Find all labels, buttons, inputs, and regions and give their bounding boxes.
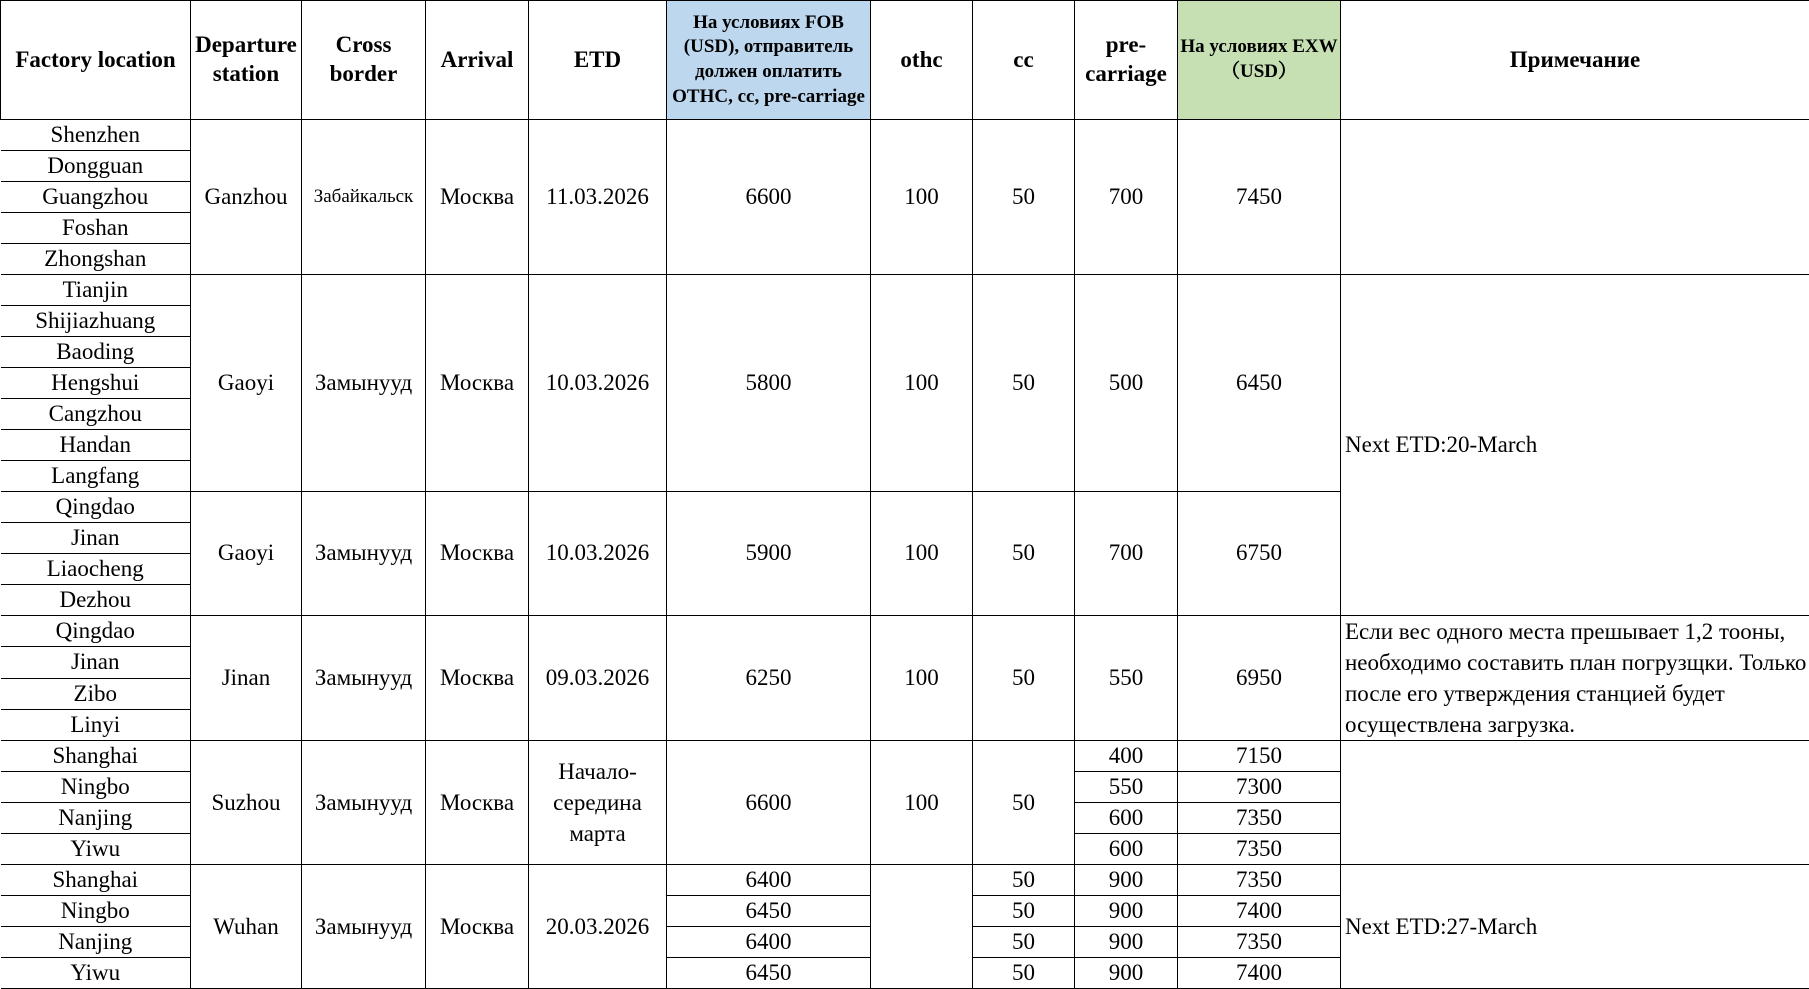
header-othc: othc (871, 1, 973, 120)
pre-carriage: 600 (1075, 803, 1178, 834)
note-next-etd: Next ETD:27-March (1341, 865, 1809, 989)
pre-carriage: 400 (1075, 741, 1178, 772)
header-fob: На условиях FOB (USD), отправитель должен оплатить OTHC, cc, pre-carriage (667, 1, 871, 120)
pre-carriage: 900 (1075, 896, 1178, 927)
factory-city: Shanghai (1, 865, 191, 896)
factory-city: Nanjing (1, 803, 191, 834)
table-row (1, 865, 1809, 896)
exw-price: 7150 (1178, 741, 1341, 772)
note-empty (1341, 741, 1809, 865)
factory-city: Ningbo (1, 896, 191, 927)
header-factory-location: Factory location (1, 1, 191, 120)
cc: 50 (973, 616, 1075, 741)
exw-price: 7350 (1178, 803, 1341, 834)
exw-price: 7350 (1178, 834, 1341, 865)
factory-city: Foshan (1, 213, 191, 244)
header-note: Примечание (1341, 1, 1809, 120)
factory-city: Jinan (1, 523, 191, 554)
note-empty (1341, 120, 1809, 275)
factory-city: Yiwu (1, 834, 191, 865)
factory-city: Hengshui (1, 368, 191, 399)
cross-border: Забайкальск (302, 120, 426, 275)
othc: 100 (871, 120, 973, 275)
pre-carriage: 900 (1075, 927, 1178, 958)
etd: Начало-середина марта (529, 741, 667, 865)
pre-carriage: 600 (1075, 834, 1178, 865)
cc: 50 (973, 120, 1075, 275)
othc: 100 (871, 616, 973, 741)
factory-city: Qingdao (1, 492, 191, 523)
header-departure-station: Departure station (191, 1, 302, 120)
factory-city: Dongguan (1, 151, 191, 182)
arrival: Москва (426, 275, 529, 492)
etd: 10.03.2026 (529, 492, 667, 616)
header-exw: На условиях EXW（USD） (1178, 1, 1341, 120)
note-next-etd: Next ETD:20-March (1341, 275, 1809, 616)
exw-price: 6450 (1178, 275, 1341, 492)
note-weight: Если вес одного места прешывает 1,2 тооны, необходимо составить план погрузщки. Только после его утверждения станцией будет осуществлена загрузка. (1341, 616, 1809, 741)
factory-city: Nanjing (1, 927, 191, 958)
cc: 50 (973, 958, 1075, 989)
departure-station: Ganzhou (191, 120, 302, 275)
pre-carriage: 550 (1075, 616, 1178, 741)
arrival: Москва (426, 865, 529, 989)
factory-city: Langfang (1, 461, 191, 492)
factory-city: Cangzhou (1, 399, 191, 430)
othc: 100 (871, 741, 973, 865)
fob-price: 5900 (667, 492, 871, 616)
othc: 100 (871, 275, 973, 492)
etd: 09.03.2026 (529, 616, 667, 741)
factory-city: Linyi (1, 709, 191, 740)
factory-city: Dezhou (1, 585, 191, 616)
arrival: Москва (426, 492, 529, 616)
cross-border: Замынууд (302, 616, 426, 741)
table-row (1, 275, 1809, 306)
exw-price: 7450 (1178, 120, 1341, 275)
etd: 10.03.2026 (529, 275, 667, 492)
departure-station: Gaoyi (191, 492, 302, 616)
cc: 50 (973, 896, 1075, 927)
table-row (1, 120, 1809, 151)
etd: 11.03.2026 (529, 120, 667, 275)
factory-city: Shijiazhuang (1, 306, 191, 337)
header-cc: cc (973, 1, 1075, 120)
cc: 50 (973, 492, 1075, 616)
pre-carriage: 500 (1075, 275, 1178, 492)
factory-city: Jinan (1, 647, 191, 678)
fob-price: 6600 (667, 120, 871, 275)
othc-empty (871, 865, 973, 989)
departure-station: Gaoyi (191, 275, 302, 492)
header-etd: ETD (529, 1, 667, 120)
factory-city: Shenzhen (1, 120, 191, 151)
pre-carriage: 550 (1075, 772, 1178, 803)
cross-border: Замынууд (302, 275, 426, 492)
cross-border: Замынууд (302, 492, 426, 616)
factory-city: Guangzhou (1, 182, 191, 213)
departure-station: Suzhou (191, 741, 302, 865)
pre-carriage: 900 (1075, 865, 1178, 896)
header-pre-carriage: pre-carriage (1075, 1, 1178, 120)
exw-price: 7350 (1178, 865, 1341, 896)
arrival: Москва (426, 741, 529, 865)
header-cross-border: Cross border (302, 1, 426, 120)
departure-station: Wuhan (191, 865, 302, 989)
cc: 50 (973, 927, 1075, 958)
exw-price: 7350 (1178, 927, 1341, 958)
cc: 50 (973, 741, 1075, 865)
fob-price: 6600 (667, 741, 871, 865)
exw-price: 7300 (1178, 772, 1341, 803)
cross-border: Замынууд (302, 865, 426, 989)
exw-price: 7400 (1178, 896, 1341, 927)
header-row (1, 1, 1809, 120)
factory-city: Shanghai (1, 741, 191, 772)
cross-border: Замынууд (302, 741, 426, 865)
factory-city: Zhongshan (1, 244, 191, 275)
etd: 20.03.2026 (529, 865, 667, 989)
exw-price: 7400 (1178, 958, 1341, 989)
factory-city: Qingdao (1, 616, 191, 647)
factory-city: Baoding (1, 337, 191, 368)
arrival: Москва (426, 616, 529, 741)
exw-price: 6750 (1178, 492, 1341, 616)
cc: 50 (973, 865, 1075, 896)
fob-price: 6400 (667, 865, 871, 896)
pre-carriage: 900 (1075, 958, 1178, 989)
table-row (1, 741, 1809, 772)
table-row (1, 616, 1809, 647)
factory-city: Yiwu (1, 958, 191, 989)
factory-city: Ningbo (1, 772, 191, 803)
othc: 100 (871, 492, 973, 616)
fob-price: 6400 (667, 927, 871, 958)
pre-carriage: 700 (1075, 492, 1178, 616)
header-arrival: Arrival (426, 1, 529, 120)
factory-city: Liaocheng (1, 554, 191, 585)
factory-city: Handan (1, 430, 191, 461)
cc: 50 (973, 275, 1075, 492)
factory-city: Tianjin (1, 275, 191, 306)
arrival: Москва (426, 120, 529, 275)
pre-carriage: 700 (1075, 120, 1178, 275)
exw-price: 6950 (1178, 616, 1341, 741)
fob-price: 6450 (667, 896, 871, 927)
fob-price: 6450 (667, 958, 871, 989)
departure-station: Jinan (191, 616, 302, 741)
fob-price: 5800 (667, 275, 871, 492)
fob-price: 6250 (667, 616, 871, 741)
factory-city: Zibo (1, 678, 191, 709)
